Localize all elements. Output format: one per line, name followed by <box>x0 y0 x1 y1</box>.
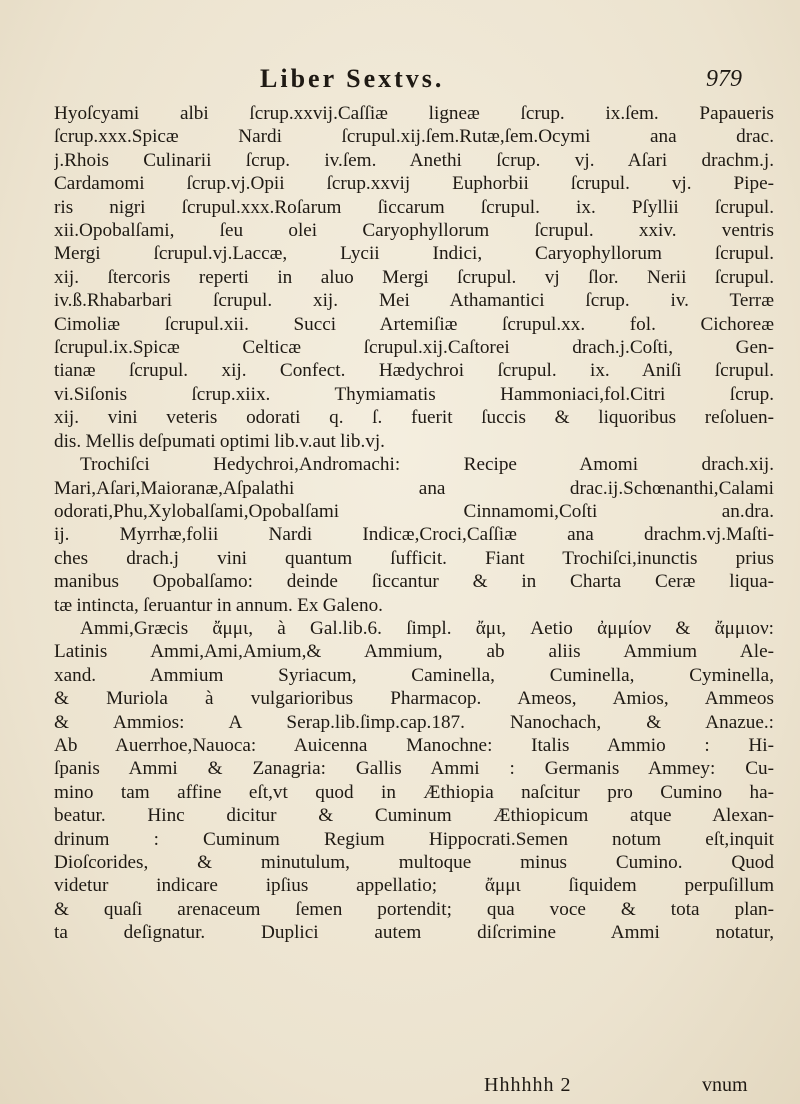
text-line: manibus Opobalſamo: deinde ſiccantur & in Charta Ceræ liqua- <box>54 571 774 593</box>
text-line: iv.ß.Rhabarbari ſcrupul. xij. Mei Athamantici ſcrup. iv. Terræ <box>54 290 774 312</box>
text-line: ſpanis Ammi & Zanagria: Gallis Ammi : Germanis Ammey: Cu- <box>54 758 774 780</box>
text-line: mino tam affine eſt,vt quod in Æthiopia naſcitur pro Cumino ha- <box>54 781 774 803</box>
text-line: tæ intincta, ſeruantur in annum. Ex Galeno. <box>54 594 383 616</box>
text-line: xii.Opobalſami, ſeu olei Caryophyllorum ſcrupul. xxiv. ventris <box>54 220 774 242</box>
text-line: tianæ ſcrupul. xij. Confect. Hædychroi ſcrupul. ix. Aniſi ſcrupul. <box>54 360 774 382</box>
text-line: Mergi ſcrupul.vj.Laccæ, Lycii Indici, Caryophyllorum ſcrupul. <box>54 243 774 265</box>
text-line: Ab Auerrhoe,Nauoca: Auicenna Manochne: Italis Ammio : Hi- <box>54 734 774 756</box>
text-line: xij. vini veteris odorati q. ſ. fuerit ſuccis & liquoribus reſoluen- <box>54 407 774 429</box>
text-line: ſcrupul.ix.Spicæ Celticæ ſcrupul.xij.Caſtorei drach.j.Coſti, Gen- <box>54 337 774 359</box>
text-line: ij. Myrrhæ,folii Nardi Indicæ,Croci,Caſſiæ ana drachm.vj.Maſti- <box>54 524 774 546</box>
page-footer <box>0 1074 800 1102</box>
text-line: vi.Siſonis ſcrup.xiix. Thymiamatis Hammoniaci,fol.Citri ſcrup. <box>54 383 774 405</box>
text-line: drinum : Cuminum Regium Hippocrati.Semen notum eſt,inquit <box>54 828 774 850</box>
text-line: Dioſcorides, & minutulum, multoque minus Cumino. Quod <box>54 852 774 873</box>
text-line: odorati,Phu,Xylobalſami,Opobalſami Cinnamomi,Coſti an.dra. <box>54 500 774 522</box>
text-line: Cardamomi ſcrup.vj.Opii ſcrup.xxvij Euphorbii ſcrupul. vj. Pipe- <box>54 173 774 195</box>
text-line: Latinis Ammi,Ami,Amium,& Ammium, ab aliis Ammium Ale- <box>54 641 774 663</box>
body-text <box>54 102 774 945</box>
text-line: & Muriola à vulgarioribus Pharmacop. Ameos, Amios, Ammeos <box>54 688 774 710</box>
text-line: Hyoſcyami albi ſcrup.xxvij.Caſſiæ ligneæ ſcrup. ix.ſem. Papaueris <box>54 103 774 124</box>
catchword: vnum <box>702 1074 748 1096</box>
signature-mark: Hhhhhh 2 <box>484 1074 572 1096</box>
text-line: ſcrup.xxx.Spicæ Nardi ſcrupul.xij.ſem.Rutæ,ſem.Ocymi ana drac. <box>54 126 774 148</box>
text-line: videtur indicare ipſius appellatio; ἄμμι ſiquidem perpuſillum <box>54 875 774 897</box>
text-line: ris nigri ſcrupul.xxx.Roſarum ſiccarum ſcrupul. ix. Pſyllii ſcrupul. <box>54 196 774 218</box>
text-line: Cimoliæ ſcrupul.xii. Succi Artemiſiæ ſcrupul.xx. fol. Cichoreæ <box>54 313 774 335</box>
text-line: & Ammios: A Serap.lib.ſimp.cap.187. Nanochach, & Anazue.: <box>54 711 774 733</box>
page-number: 979 <box>706 66 742 92</box>
text-line: dis. Mellis deſpumati optimi lib.v.aut lib.vj. <box>54 430 385 452</box>
text-line: ta deſignatur. Duplici autem diſcrimine Ammi notatur, <box>54 922 774 944</box>
page-header <box>0 64 800 98</box>
text-line: Mari,Aſari,Maioranæ,Aſpalathi ana drac.ij.Schœnanthi,Calami <box>54 477 774 499</box>
text-line: Trochiſci Hedychroi,Andromachi: Recipe Amomi drach.xij. <box>80 454 774 476</box>
text-line: beatur. Hinc dicitur & Cuminum Æthiopicum atque Alexan- <box>54 805 774 827</box>
text-line: xij. ſtercoris reperti in aluo Mergi ſcrupul. vj ſlor. Nerii ſcrupul. <box>54 266 774 288</box>
text-line: j.Rhois Culinarii ſcrup. iv.ſem. Anethi ſcrup. vj. Aſari drachm.j. <box>54 149 774 171</box>
running-head: Liber Sextvs. <box>260 64 445 93</box>
text-line: & quaſi arenaceum ſemen portendit; qua voce & tota plan- <box>54 898 774 920</box>
text-line: xand. Ammium Syriacum, Caminella, Cuminella, Cyminella, <box>54 664 774 686</box>
text-line: Ammi,Græcis ἄμμι, à Gal.lib.6. ſimpl. ἄμι, Aetio ἀμμίον & ἄμμιον: <box>80 617 774 639</box>
text-line: ches drach.j vini quantum ſufficit. Fiant Trochiſci,inunctis prius <box>54 547 774 569</box>
